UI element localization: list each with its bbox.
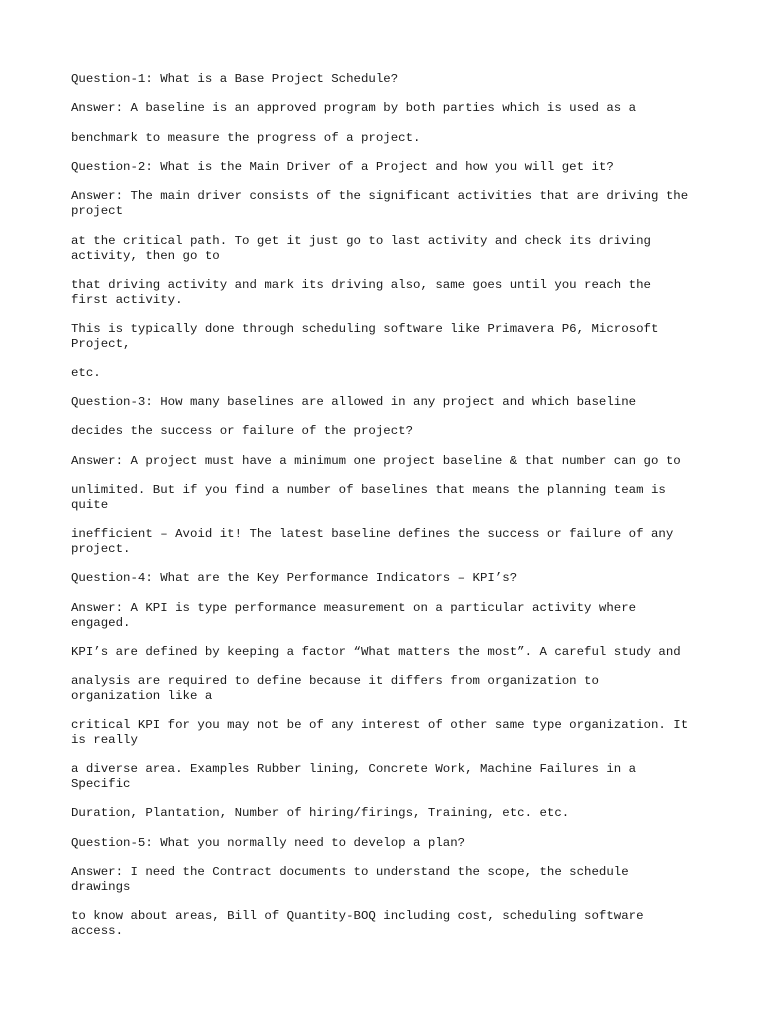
answer-3-line-1: Answer: A project must have a minimum one project baseline & that number can go to bbox=[71, 454, 681, 468]
answer-1-line-1: Answer: A baseline is an approved program by both parties which is used as a bbox=[71, 101, 637, 115]
question-3-line-2: decides the success or failure of the project? bbox=[71, 424, 414, 438]
answer-4-line-6: Duration, Plantation, Number of hiring/firings, Training, etc. etc. bbox=[71, 806, 570, 820]
question-4: Question-4: What are the Key Performance Indicators – KPI’s? bbox=[71, 571, 518, 585]
answer-2-line-5: etc. bbox=[71, 366, 101, 380]
answer-2-line-1: Answer: The main driver consists of the significant activities that are driving the project bbox=[71, 189, 689, 218]
answer-5-line-2: to know about areas, Bill of Quantity-BOQ including cost, scheduling software access. bbox=[71, 909, 644, 938]
answer-2-line-3: that driving activity and mark its driving also, same goes until you reach the first activity. bbox=[71, 278, 651, 307]
answer-4-line-2: KPI’s are defined by keeping a factor “What matters the most”. A careful study and bbox=[71, 645, 681, 659]
answer-3-line-3: inefficient – Avoid it! The latest baseline defines the success or failure of any project. bbox=[71, 527, 674, 556]
answer-2-line-4: This is typically done through scheduling software like Primavera P6, Microsoft Project, bbox=[71, 322, 659, 351]
question-2: Question-2: What is the Main Driver of a Project and how you will get it? bbox=[71, 160, 614, 174]
question-3-line-1: Question-3: How many baselines are allowed in any project and which baseline bbox=[71, 395, 637, 409]
answer-4-line-4: critical KPI for you may not be of any interest of other same type organization. It is really bbox=[71, 718, 689, 747]
question-1: Question-1: What is a Base Project Schedule? bbox=[71, 72, 399, 86]
answer-1-line-2: benchmark to measure the progress of a project. bbox=[71, 131, 421, 145]
answer-2-line-2: at the critical path. To get it just go to last activity and check its driving activity, then go to bbox=[71, 234, 651, 263]
answer-3-line-2: unlimited. But if you find a number of baselines that means the planning team is quite bbox=[71, 483, 666, 512]
answer-4-line-5: a diverse area. Examples Rubber lining, Concrete Work, Machine Failures in a Specific bbox=[71, 762, 637, 791]
answer-5-line-1: Answer: I need the Contract documents to understand the scope, the schedule drawings bbox=[71, 865, 629, 894]
answer-4-line-3: analysis are required to define because it differs from organization to organization like a bbox=[71, 674, 599, 703]
question-5: Question-5: What you normally need to develop a plan? bbox=[71, 836, 466, 850]
answer-4-line-1: Answer: A KPI is type performance measurement on a particular activity where engaged. bbox=[71, 601, 637, 630]
